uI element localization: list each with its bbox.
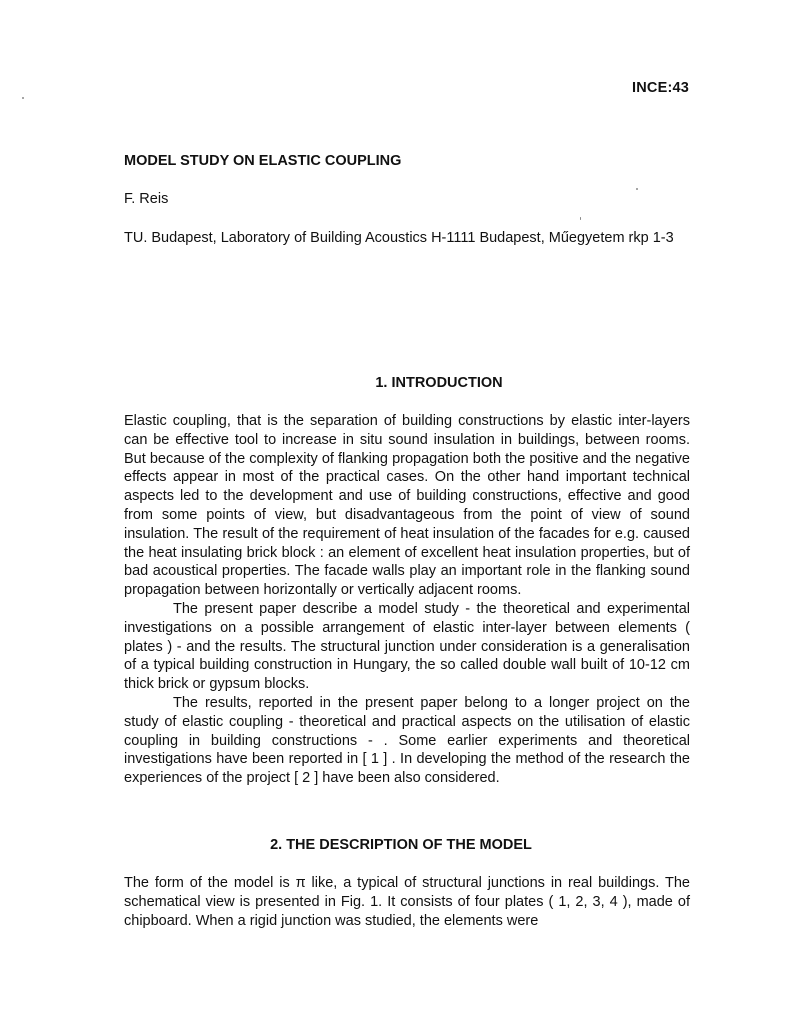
introduction-body (124, 412, 690, 788)
scan-speck (636, 188, 638, 190)
document-id: INCE:43 (632, 80, 689, 96)
paragraph: Elastic coupling, that is the separation of building constructions by elastic inter-layers can be effective tool to increase in situ sound insulation in buildings, between rooms. But because of the complexity of flanking propagation both the positive and the negative effects appear in most of the practical cases. On the other hand important technical aspects led to the development and use of building constructions, effective and good from some points of view, but disadvantageous from the point of view of sound insulation. The result of the requirement of heat insulation of the facades for e.g. caused the heat insulating brick block : an element of excellent heat insulation properties, but of bad acoustical properties. The facade walls play an important role in the flanking sound propagation between horizontally or vertically adjacent rooms. (124, 413, 690, 599)
model-body (124, 874, 690, 930)
author-affiliation: TU. Budapest, Laboratory of Building Acoustics H-1111 Budapest, Műegyetem rkp 1-3 (124, 230, 674, 246)
paragraph: The form of the model is π like, a typical of structural junctions in real buildings. The schematical view is presented in Fig. 1. It consists of four plates ( 1, 2, 3, 4 ), made of chipboard. When a rigid junction was studied, the elements were (124, 875, 690, 929)
author-name: F. Reis (124, 191, 169, 207)
paragraph: The present paper describe a model study - the theoretical and experimental investigations on a possible arrangement of elastic inter-layer between elements ( plates ) - and the results. The structural junction under consideration is a generalisation of a typical building construction in Hungary, the so called double wall built of 10-12 cm thick brick or gypsum blocks. (124, 600, 690, 693)
paragraph: The results, reported in the present paper belong to a longer project on the study of elastic coupling - theoretical and practical aspects on the utilisation of elastic coupling in building constructions - . Some earlier experiments and theoretical investigations have been reported in [ 1 ] . In developing the method of the research the experiences of the project [ 2 ] have been also considered. (124, 694, 690, 787)
section-heading-introduction: 1. INTRODUCTION (375, 375, 503, 391)
scan-speck (580, 217, 581, 220)
section-heading-model: 2. THE DESCRIPTION OF THE MODEL (270, 837, 532, 853)
paper-title: MODEL STUDY ON ELASTIC COUPLING (124, 153, 402, 169)
scan-speck (22, 97, 24, 99)
